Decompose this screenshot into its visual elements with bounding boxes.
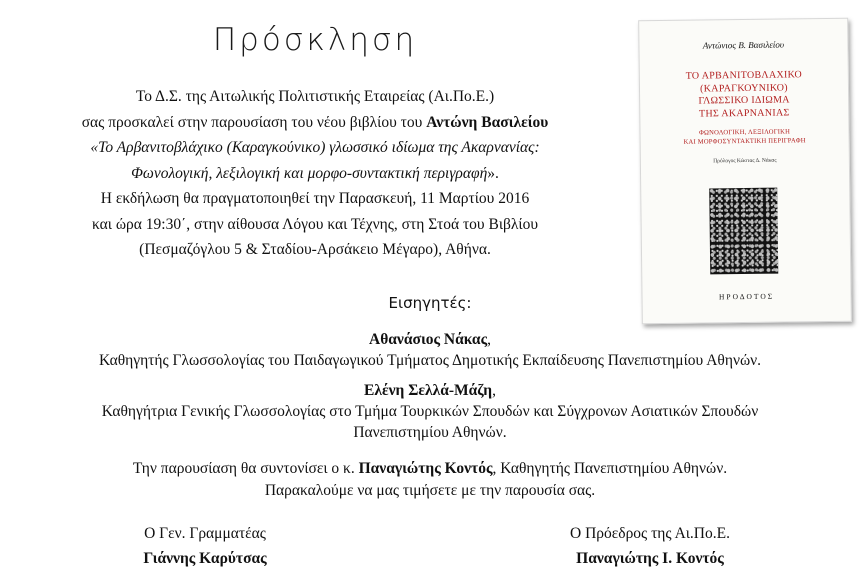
signature-role: Ο Γεν. Γραμματέας [144,525,266,542]
signature-president [520,521,780,571]
book-cover-preface: Πρόλογος Κώστας Δ. Νάκας [713,157,777,165]
organizer-line: Το Δ.Σ. της Αιτωλικής Πολιτιστικής Εταιρείας (Αι.Πο.Ε.) [135,88,495,105]
coordinator-post: , Καθηγητής Πανεπιστημίου Αθηνών. [492,460,728,477]
book-cover-title [654,69,835,121]
attendance-request: Παρακαλούμε να μας τιμήσετε με την παρουσία σας. [264,482,596,499]
book-cover-title-line: ΤΟ ΑΡΒΑΝΙΤΟΒΛΑΧΙΚΟ [685,69,803,82]
signature-role: Ο Πρόεδρος της Αι.Πο.Ε. [570,525,730,542]
book-cover-subtitle [654,127,834,147]
speaker-entry [0,380,860,443]
signature-name: Παναγιώτης Ι. Κοντός [576,550,724,567]
speaker-name-line: Αθανάσιος Νάκας, [369,331,491,348]
speaker-name: Αθανάσιος Νάκας [369,331,488,348]
coordinator-pre: Την παρουσίαση θα συντονίσει ο κ. [132,460,359,477]
book-cover-author: Αντώνιος Β. Βασιλείου [702,39,785,51]
book-cover-subtitle-line: ΚΑΙ ΜΟΡΦΟΣΥΝΤΑΚΤΙΚΗ ΠΕΡΙΓΡΑΦΗ [683,137,806,146]
book-cover-title-line: (ΚΑΡΑΓΚΟΥΝΙΚΟ) [700,81,788,95]
invitation-body [0,84,630,263]
speaker-affiliation: Καθηγήτρια Γενικής Γλωσσολογίας στο Τμήμα Τουρκικών Σπουδών και Σύγχρονων Ασιατικών Σπουδών [101,403,759,420]
invite-text: σας προσκαλεί στην παρουσίαση του νέου βιβλίου του [81,113,427,131]
speaker-affiliation: Πανεπιστημίου Αθηνών. [353,424,507,441]
speaker-affiliation: Καθηγητής Γλωσσολογίας του Παιδαγωγικού Τμήματος Δημοτικής Εκπαίδευσης Πανεπιστημίου Αθηνών. [98,352,762,369]
closing-section [0,458,860,502]
coordinator-name: Παναγιώτης Κοντός [358,460,493,477]
speaker-name: Ελένη Σελλά-Μάζη [364,382,493,399]
event-time-venue-line: και ώρα 19:30΄, στην αίθουσα Λόγου και Τέχνης, στη Στοά του Βιβλίου [91,215,538,233]
book-title-end: ». [487,164,499,182]
book-cover-subtitle-line: ΦΩΝΟΛΟΓΙΚΗ, ΛΕΞΙΛΟΓΙΚΗ [698,128,791,137]
book-title-part-2: Φωνολογική, λεξιλογική και μορφο-συντακτική περιγραφή [131,164,488,182]
speakers-heading: Εισηγητές: [388,294,472,312]
event-date-line: Η εκδήλωση θα πραγματοποιηθεί την Παρασκευή, 11 Μαρτίου 2016 [100,190,530,207]
author-name: Αντώνη Βασιλείου [426,113,549,131]
invite-line [0,110,630,136]
book-title-part-1: «Το Αρβανιτοβλάχικο (Καραγκούνικο) γλωσσικό ιδίωμα της Ακαρνανίας: [90,139,540,156]
book-cover-publisher: ΗΡΟΔΟΤΟΣ [718,291,775,302]
signature-name: Γιάννης Καρύτσας [143,550,267,567]
signature-secretary [70,521,340,571]
book-cover-pattern-image [709,188,778,275]
speaker-name-line: Ελένη Σελλά-Μάζη, [364,382,496,399]
event-address-line: (Πεσμαζόγλου 5 & Σταδίου-Αρσάκειο Μέγαρο), Αθήνα. [139,241,491,258]
book-title-line-1 [0,135,630,161]
book-cover [638,18,852,325]
book-cover-title-line: ΓΛΩΣΣΙΚΟ ΙΔΙΩΜΑ [698,94,790,107]
book-title-line-2 [0,161,630,187]
coordinator-line [0,458,860,480]
book-cover-title-line: ΤΗΣ ΑΚΑΡΝΑΝΙΑΣ [698,106,790,120]
speaker-entry [0,329,860,371]
invitation-title: Πρόσκληση [212,22,418,58]
